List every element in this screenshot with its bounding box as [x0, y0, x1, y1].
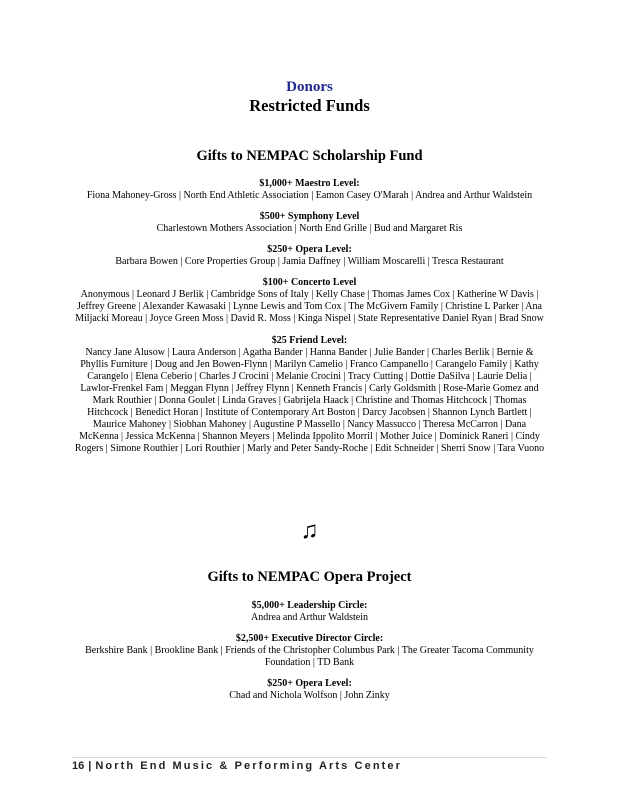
scholarship-section: [72, 148, 547, 455]
level-names: Anonymous | Leonard J Berlik | Cambridge Sons of Italy | Kelly Chase | Thomas James Cox | Katherine W Davis | Jeffrey Greene | Alexander Kawasaki | Lynne Lewis and Tom Cox | The McGivern Family | Christine L Parker | Ana Miljacki Moreau | Joyce Green Moss | David R. Moss | Kinga Nispel | State Representative Daniel Ryan | Brad Snow: [75, 289, 544, 325]
scholarship-level-opera: [72, 244, 547, 268]
scholarship-title: Gifts to NEMPAC Scholarship Fund: [196, 148, 423, 164]
page-footer: [72, 760, 402, 772]
scholarship-level-concerto: [72, 277, 547, 325]
level-title: $100+ Concerto Level: [262, 277, 357, 289]
opera-section: [72, 569, 547, 702]
level-title: $5,000+ Leadership Circle:: [251, 600, 368, 611]
level-title: $250+ Opera Level:: [267, 244, 352, 256]
footer-org-name: North End Music & Performing Arts Center: [95, 760, 402, 772]
scholarship-level-friend: [72, 335, 547, 456]
level-title: $1,000+ Maestro Level:: [259, 178, 360, 189]
level-names: Chad and Nichola Wolfson | John Zinky: [229, 690, 390, 702]
opera-level-leadership: [72, 600, 547, 624]
page-number: 16: [72, 760, 85, 772]
footer-separator: |: [88, 760, 92, 772]
footer-divider: [72, 757, 547, 758]
level-names: Fiona Mahoney-Gross | North End Athletic Association | Eamon Casey O'Marah | Andrea and Arthur Waldstein: [86, 190, 533, 201]
level-names: Charlestown Mothers Association | North End Grille | Bud and Margaret Ris: [156, 223, 463, 235]
level-title: $25 Friend Level:: [271, 334, 348, 346]
opera-title: Gifts to NEMPAC Opera Project: [207, 569, 412, 585]
level-names: Nancy Jane Alusow | Laura Anderson | Agatha Bander | Hanna Bander | Julie Bander | Charles Berlik | Bernie & Phyllis Furniture | Doug and Jen Bowen-Flynn | Marilyn Camelio | Franco Campanello | Carangelo Family | Kathy Carangelo | Elena Ceberio | Charles J Crocini | Melanie Crocini | Tracy Cutting | Dottie DaSilva | Laurie Delia | Lawlor-Frenkel Fam | Meggan Flynn | Jeffrey Flynn | Kenneth Francis | Carly Goldsmith | Rose-Marie Gomez and Mark Routhier | Donna Goulet | Linda Graves | Gabrijela Haack | Christine and Thomas Hitchcock | Thomas Hitchcock | Benedict Horan | Institute of Contemporary Art Boston | Darcy Jacobsen | Shannon Lynch Bartlett | Maurice Mahoney | Siobhan Mahoney | Augustine P Massello | Nancy Massucco | Theresa McCarron | Dana McKenna | Jessica McKenna | Shannon Meyers | Melinda Ippolito Morril | Mother Juice | Dominick Raneri | Cindy Rogers | Simone Routhier | Lori Routhier | Marly and Peter Sandy-Roche | Edit Schneider | Sherri Snow | Tara Vuono: [74, 346, 545, 455]
donors-heading: Donors: [286, 79, 333, 95]
opera-level-executive-director: [72, 633, 547, 669]
restricted-funds-heading: Restricted Funds: [249, 96, 370, 115]
level-names: Barbara Bowen | Core Properties Group | Jamia Daffney | William Moscarelli | Tresca Restaurant: [115, 256, 504, 268]
music-note-icon: ♫: [300, 518, 319, 544]
level-title: $2,500+ Executive Director Circle:: [235, 633, 384, 645]
opera-level-opera: [72, 678, 547, 702]
level-title: $500+ Symphony Level: [259, 211, 360, 223]
scholarship-level-symphony: [72, 211, 547, 235]
level-names: Berkshire Bank | Brookline Bank | Friends of the Christopher Columbus Park | The Greater Tacoma Community Foundation | TD Bank: [85, 645, 534, 669]
level-names: Andrea and Arthur Waldstein: [250, 612, 369, 623]
level-title: $250+ Opera Level:: [267, 678, 352, 690]
scholarship-level-maestro: [72, 178, 547, 202]
